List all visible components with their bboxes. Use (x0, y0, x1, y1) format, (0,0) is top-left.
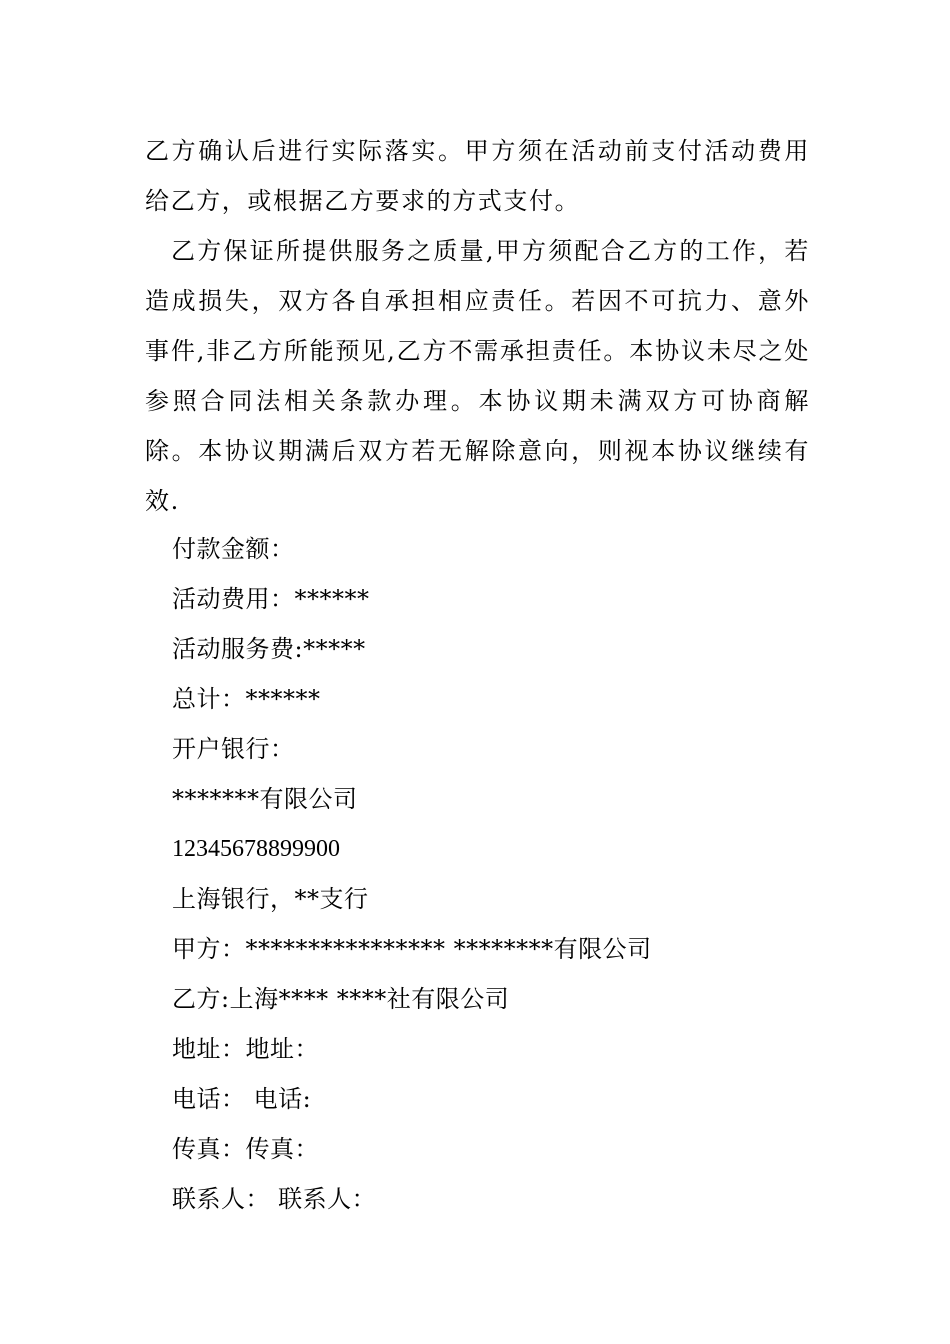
party-b-line: 乙方:上海**** ****社有限公司 (172, 985, 510, 1013)
bank-heading: 开户银行： (172, 735, 295, 763)
body-text (145, 126, 810, 526)
payment-amount-heading: 付款金额： (172, 535, 295, 563)
activity-fee-line: 活动费用：****** (172, 585, 370, 613)
fax-line: 传真：传真： (172, 1135, 319, 1163)
paragraph-payment-terms: 乙方确认后进行实际落实。甲方须在活动前支付活动费用给乙方，或根据乙方要求的方式支付。 (145, 137, 810, 215)
account-number-line: 12345678899900 (172, 836, 340, 862)
account-name-line: *******有限公司 (172, 785, 358, 813)
address-line: 地址：地址： (172, 1035, 319, 1063)
total-line: 总计：****** (172, 685, 321, 713)
service-fee-line: 活动服务费:***** (172, 635, 366, 663)
contact-line: 联系人： 联系人： (172, 1185, 377, 1213)
bank-branch-line: 上海银行，**支行 (172, 885, 369, 913)
phone-line: 电话： 电话: (172, 1085, 312, 1113)
payment-info-list (172, 524, 812, 1224)
party-a-line: 甲方：**************** ********有限公司 (172, 935, 652, 963)
paragraph-liability-terms: 乙方保证所提供服务之质量,甲方须配合乙方的工作，若造成损失，双方各自承担相应责任。若因不可抗力、意外事件,非乙方所能预见,乙方不需承担责任。本协议未尽之处参照合同法相关条款办理。本协议期未满双方可协商解除。本协议期满后双方若无解除意向，则视本协议继续有效. (145, 237, 810, 515)
